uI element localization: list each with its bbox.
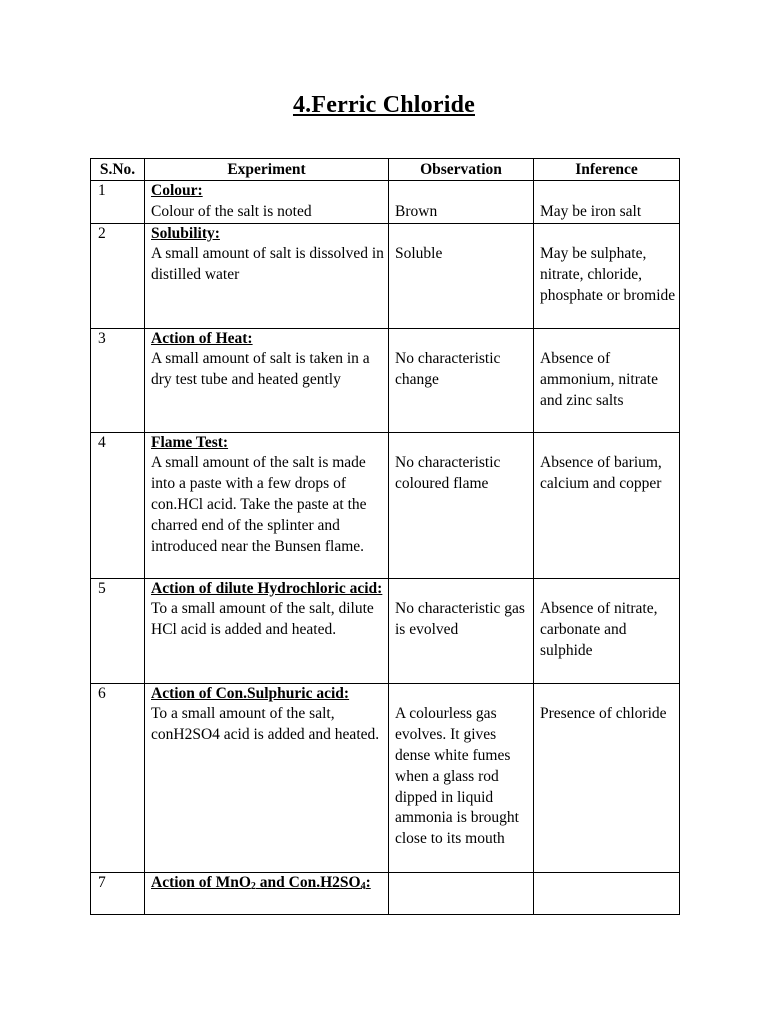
table-row: [91, 872, 680, 914]
experiment-cell: [145, 578, 389, 683]
experiment-text: A small amount of the salt is made into a paste with a few drops of con.HCl acid. Take the paste at the charred end of the splinter and introduced near the Bunsen flame.: [151, 454, 367, 555]
row-sno: 3: [91, 328, 145, 432]
experiment-cell: [145, 432, 389, 578]
inference-text: Absence of ammonium, nitrate and zinc salts: [540, 350, 658, 409]
inference-cell: [534, 181, 680, 224]
header-observation: Observation: [389, 159, 534, 181]
observation-text: No characteristic change: [395, 350, 501, 389]
inference-text: Absence of barium, calcium and copper: [540, 454, 662, 493]
observation-text: A colourless gas evolves. It gives dense white fumes when a glass rod dipped in liquid ammonia is brought close to its mouth: [395, 705, 519, 848]
heading-part: :: [365, 873, 371, 891]
row-sno: 7: [91, 872, 145, 914]
observation-cell: [389, 328, 534, 432]
observation-cell: [389, 872, 534, 914]
experiment-text: Colour of the salt is noted: [151, 202, 312, 220]
experiment-cell: [145, 683, 389, 872]
table-row: [91, 578, 680, 683]
inference-cell: [534, 223, 680, 328]
inference-cell: [534, 872, 680, 914]
experiment-text: A small amount of salt is dissolved in distilled water: [151, 245, 384, 284]
inference-text: May be sulphate, nitrate, chloride, phosphate or bromide: [540, 245, 676, 304]
experiment-heading: Solubility:: [151, 224, 220, 242]
experiment-heading: [151, 873, 385, 894]
row-sno: 1: [91, 181, 145, 224]
experiment-text: A small amount of salt is taken in a dry test tube and heated gently: [151, 350, 370, 389]
inference-text: Absence of nitrate, carbonate and sulphide: [540, 600, 658, 659]
row-sno: 6: [91, 683, 145, 872]
row-sno: 2: [91, 223, 145, 328]
table-row: [91, 683, 680, 872]
inference-cell: [534, 328, 680, 432]
row-sno: 5: [91, 578, 145, 683]
row-sno: 4: [91, 432, 145, 578]
experiment-cell: [145, 181, 389, 224]
heading-part: and Con.H2SO: [255, 873, 361, 891]
heading-part: Action of MnO: [151, 873, 251, 891]
experiment-cell: [145, 328, 389, 432]
observation-cell: [389, 578, 534, 683]
experiment-cell: [145, 872, 389, 914]
experiment-heading: Action of dilute Hydrochloric acid:: [151, 579, 383, 597]
inference-text: May be iron salt: [540, 202, 642, 220]
table-row: [91, 181, 680, 224]
page-title: 4.Ferric Chloride: [292, 92, 475, 118]
subscript: 2: [250, 880, 256, 892]
experiment-heading: Colour:: [151, 182, 203, 199]
observation-cell: [389, 432, 534, 578]
header-sno: S.No.: [91, 159, 145, 181]
experiment-heading: Flame Test:: [151, 433, 229, 451]
inference-cell: [534, 683, 680, 872]
experiment-heading: Action of Heat:: [151, 329, 253, 347]
experiment-cell: [145, 223, 389, 328]
table-row: [91, 328, 680, 432]
experiment-text: To a small amount of the salt, dilute HCl acid is added and heated.: [151, 600, 374, 639]
subscript: 4: [360, 880, 366, 892]
experiment-heading: Action of Con.Sulphuric acid:: [151, 684, 350, 702]
inference-cell: [534, 578, 680, 683]
observation-cell: [389, 181, 534, 224]
observation-text: No characteristic gas is evolved: [395, 600, 525, 639]
observation-cell: [389, 223, 534, 328]
observation-text: No characteristic coloured flame: [395, 454, 501, 493]
inference-cell: [534, 432, 680, 578]
observation-cell: [389, 683, 534, 872]
table-header-row: [91, 159, 680, 181]
header-inference: Inference: [534, 159, 680, 181]
observation-text: Soluble: [395, 245, 443, 263]
observation-text: Brown: [395, 202, 438, 220]
experiment-text: To a small amount of the salt, conH2SO4 acid is added and heated.: [151, 705, 380, 744]
table-row: [91, 432, 680, 578]
inference-text: Presence of chloride: [540, 705, 667, 723]
experiment-table: [90, 158, 680, 915]
table-row: [91, 223, 680, 328]
header-experiment: Experiment: [145, 159, 389, 181]
